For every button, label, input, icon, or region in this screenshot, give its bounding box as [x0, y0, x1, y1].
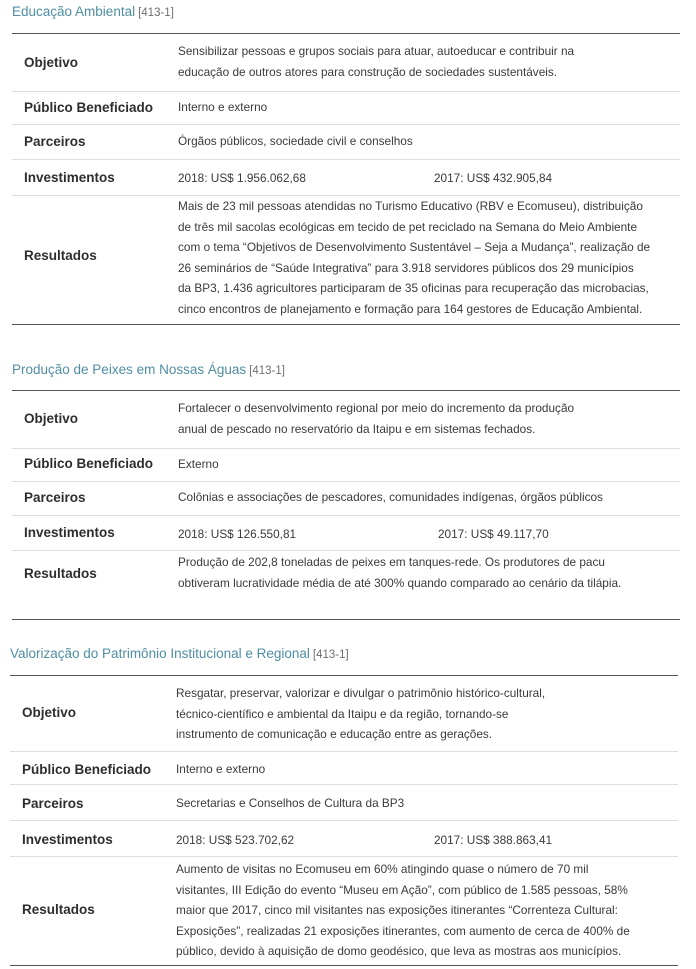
row-objetivo: [12, 34, 680, 92]
row-publico-beneficiado: [12, 92, 680, 125]
investment-2017: 2017: US$ 432.905,84: [434, 171, 553, 185]
row-value: Resgatar, preservar, valorizar e divulgar o patrimônio histórico-cultural, técnico-científico e ambiental da Itaipu e da região, tornando-se instrumento de comunicação e educação entre as gerações.: [176, 686, 546, 742]
row-value: Produção de 202,8 toneladas de peixes em tanques-rede. Os produtores de pacu obtiveram lucratividade média de até 300% quando comparado ao cenário da tilápia.: [178, 555, 622, 590]
investment-2018: 2018: US$ 126.550,81: [178, 527, 297, 541]
row-value: Interno e externo: [176, 762, 266, 776]
row-value: Sensibilizar pessoas e grupos sociais para atuar, autoeducar e contribuir na educação de outros atores para construção de sociedades sustentáveis.: [178, 44, 575, 79]
row-value: Fortalecer o desenvolvimento regional por meio do incremento da produção anual de pescado no reservatório da Itaipu e em sistemas fechados.: [178, 401, 575, 436]
section-title: Produção de Peixes em Nossas Águas [413-1]: [12, 362, 285, 377]
row-value: Colônias e associações de pescadores, comunidades indígenas, órgãos públicos: [178, 490, 603, 504]
investment-2017: 2017: US$ 49.117,70: [438, 527, 549, 541]
row-parceiros: [12, 482, 680, 516]
row-value: Externo: [178, 457, 219, 471]
investment-2018: 2018: US$ 523.702,62: [176, 833, 295, 847]
row-label: Resultados: [24, 566, 97, 581]
row-label: Parceiros: [24, 134, 86, 149]
row-publico-beneficiado: [10, 752, 678, 785]
row-investimentos: [12, 516, 680, 551]
row-resultados: [10, 857, 678, 965]
row-label: Público Beneficiado: [24, 100, 154, 115]
gri-code: [413-1]: [138, 7, 174, 19]
bottom-rule: [10, 965, 678, 966]
bottom-rule: [12, 324, 680, 325]
row-publico-beneficiado: [12, 449, 680, 482]
row-label: Objetivo: [24, 411, 79, 426]
row-value: Aumento de visitas no Ecomuseu em 60% atingindo quase o número de 70 mil visitantes, III Edição do evento “Museu em Ação”, com público de 1.585 pessoas, 58% maior que 2017, cinco mil visitantes nas exposições itinerantes “Correnteza Cultural: Exposições”, realizadas 21 exposições itinerantes, com aumento de cerca de 400% de público, devido à aquisição de domo geodésico, que leva as mostras aos municípios.: [176, 862, 630, 959]
row-label: Investimentos: [22, 832, 113, 847]
row-label: Resultados: [24, 248, 97, 263]
row-label: Parceiros: [22, 796, 84, 811]
row-investimentos: [12, 160, 680, 196]
row-parceiros: [10, 785, 678, 821]
row-resultados: [12, 551, 680, 619]
row-value: Secretarias e Conselhos de Cultura da BP3: [176, 796, 405, 810]
row-label: Objetivo: [24, 55, 79, 70]
row-objetivo: [12, 391, 680, 449]
row-label: Público Beneficiado: [22, 762, 152, 777]
bottom-rule: [12, 619, 680, 620]
row-value: Interno e externo: [178, 100, 268, 114]
row-label: Investimentos: [24, 170, 115, 185]
row-investimentos: [10, 821, 678, 857]
row-objetivo: [10, 676, 678, 752]
investment-2017: 2017: US$ 388.863,41: [434, 833, 553, 847]
investment-2018: 2018: US$ 1.956.062,68: [178, 171, 306, 185]
row-label: Investimentos: [24, 525, 115, 540]
row-parceiros: [12, 125, 680, 160]
row-label: Parceiros: [24, 490, 86, 505]
gri-code: [413-1]: [249, 365, 285, 377]
gri-code: [413-1]: [312, 649, 349, 661]
row-label: Público Beneficiado: [24, 456, 154, 471]
row-value: Órgãos públicos, sociedade civil e conselhos: [178, 134, 413, 148]
section-title: Valorização do Patrimônio Institucional e Regional [413-1]: [10, 646, 349, 661]
row-label: Resultados: [22, 902, 95, 917]
row-resultados: [12, 196, 680, 324]
section-title: Educação Ambiental [413-1]: [12, 4, 174, 19]
row-value: Mais de 23 mil pessoas atendidas no Turismo Educativo (RBV e Ecomuseu), distribuição de três mil sacolas ecológicas em tecido de pet reciclado na Semana do Meio Ambiente com o tema “Objetivos de Desenvolvimento Sustentável – Seja a Mudança”, realização de 26 seminários de “Saúde Integrativa” para 3.918 servidores públicos dos 29 municípios da BP3, 1.436 agricultores participaram de 35 oficinas para recuperação das microbacias, cinco encontros de planejamento e formação para 164 gestores de Educação Ambiental.: [178, 199, 651, 316]
row-label: Objetivo: [22, 705, 77, 720]
